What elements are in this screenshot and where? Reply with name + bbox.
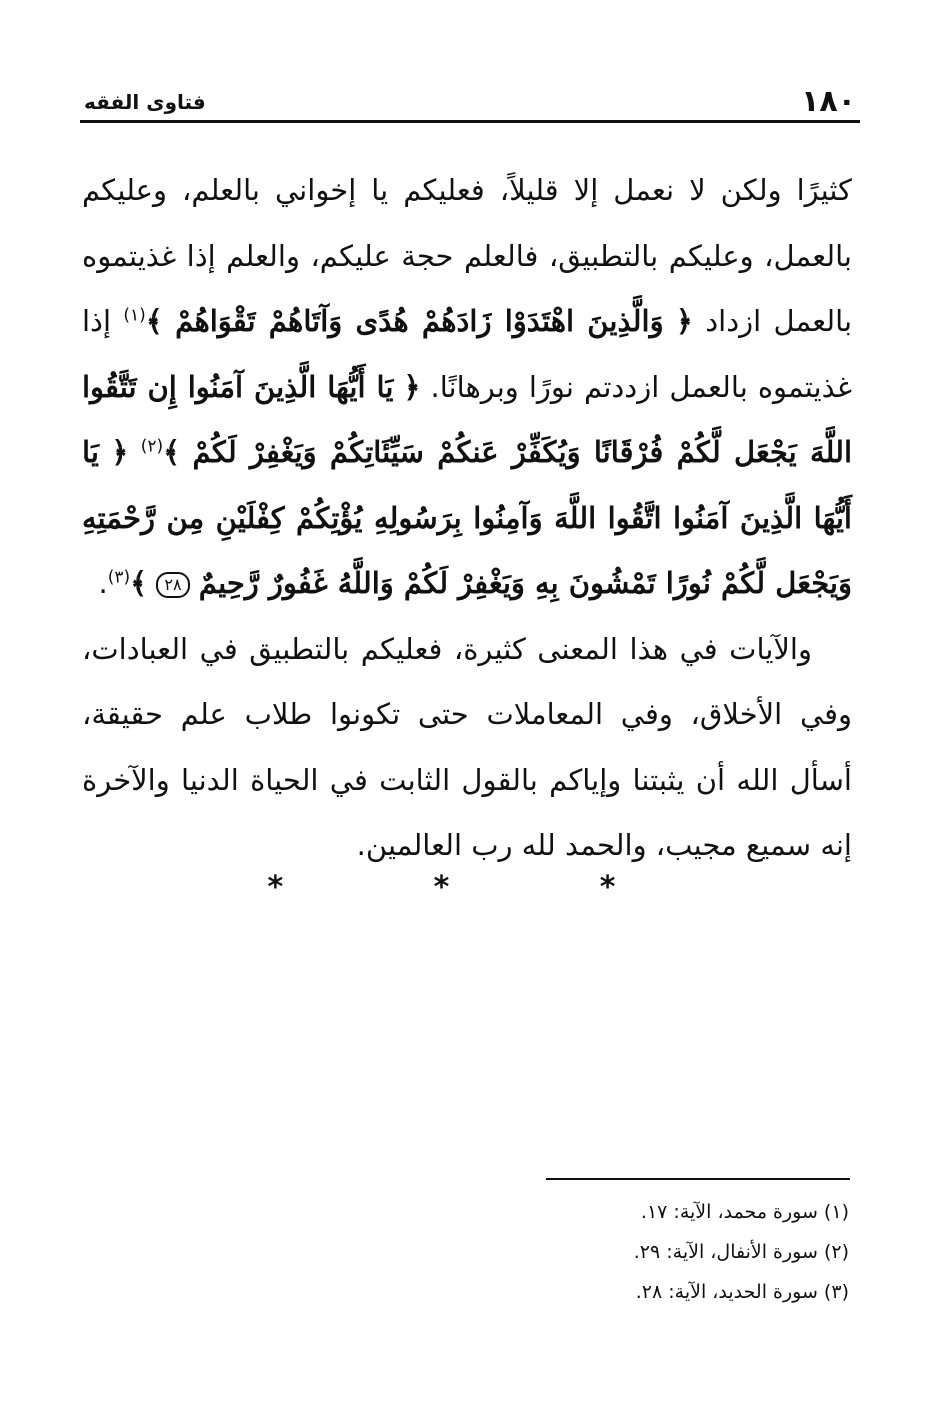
footnote-ref-3: (٣) [107,567,131,588]
footnote-2: (٢) سورة الأنفال، الآية: ٢٩. [633,1241,849,1263]
text-run: إذا غذيتموه بالعمل ازددتم نورًا وبرهانًا. [82,304,852,404]
footnote-1: (١) سورة محمد، الآية: ١٧. [640,1201,849,1223]
paragraph-1 [82,158,852,617]
asterisk-icon: * [599,870,676,905]
header-rule [80,120,860,123]
footnote-ref-1: (١) [123,305,146,326]
body-text [82,158,852,879]
sentence-end: . [98,566,108,600]
quran-verse-2: يَا أَيُّهَا الَّذِينَ آمَنُوا إِن تَتَّقُوا اللَّهَ يَجْعَل لَّكُمْ فُرْقَانًا وَيُكَفِّرْ عَنكُمْ سَيِّئَاتِكُمْ وَيَغْفِرْ لَكُمْ [82,369,853,469]
quran-close-bracket: ﴾ [130,566,148,600]
asterisk-icon: * [267,870,344,905]
quran-open-bracket: ﴿ [675,304,693,338]
ayah-number-marker: ٢٨ [156,572,189,598]
footnotes [249,1192,849,1312]
page-header [80,80,860,124]
footnote-divider [546,1178,850,1180]
page-number: ١٨٠ [801,84,856,119]
quran-open-bracket: ﴿ [111,435,129,469]
quran-verse-3: يَا أَيُّهَا الَّذِينَ آمَنُوا اتَّقُوا اللَّهَ وَآمِنُوا بِرَسُولِهِ يُؤْتِكُمْ كِفْلَيْنِ مِن رَّحْمَتِهِ وَيَجْعَل لَّكُمْ نُورًا تَمْشُونَ بِهِ وَيَغْفِرْ لَكُمْ وَاللَّهُ غَفُورٌ رَّحِيمٌ [82,435,852,600]
quran-close-bracket: ﴾ [145,304,163,338]
text-run: كثيرًا ولكن لا نعمل إلا قليلاً، فعليكم يا إخواني بالعلم، وعليكم بالعمل، وعليكم بالتطبيق، فالعلم حجة عليكم، والعلم إذا غذيتموه بالعمل ازداد [82,173,853,338]
paragraph-2: والآيات في هذا المعنى كثيرة، فعليكم بالتطبيق في العبادات، وفي الأخلاق، وفي المعاملات حتى تكونوا طلاب علم حقيقة، أسأل الله أن يثبتنا وإياكم بالقول الثابت في الحياة الدنيا والآخرة إنه سميع مجيب، والحمد لله رب العالمين. [82,631,852,862]
asterisk-icon: * [433,870,510,905]
book-title: فتاوى الفقه [84,90,206,114]
quran-close-bracket: ﴾ [163,435,181,469]
footnote-ref-2: (٢) [140,436,164,457]
footnote-3: (٣) سورة الحديد، الآية: ٢٨. [635,1281,849,1303]
section-separator [0,870,943,905]
quran-verse-1: وَالَّذِينَ اهْتَدَوْا زَادَهُمْ هُدًى وَآتَاهُمْ تَقْوَاهُمْ [175,304,664,338]
quran-open-bracket: ﴿ [403,369,421,404]
